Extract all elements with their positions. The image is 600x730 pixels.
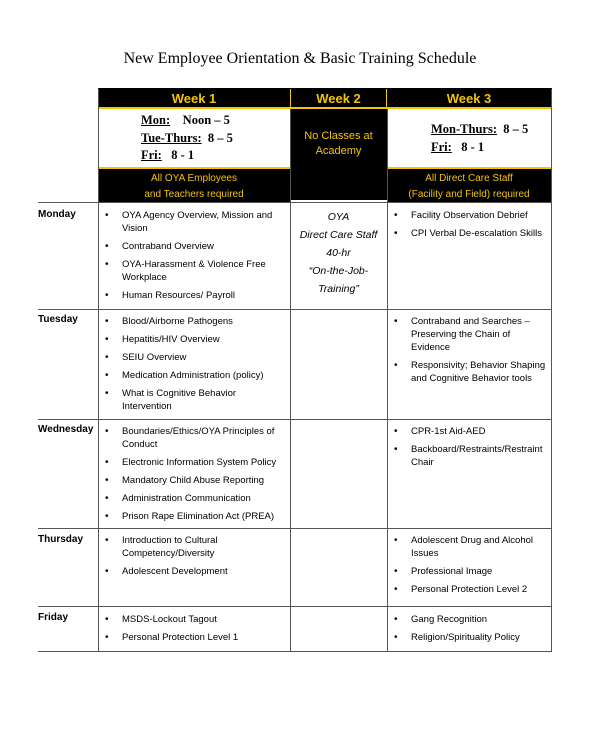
- day-monday: Monday: [38, 209, 76, 220]
- tuesday-week3-list: [389, 315, 549, 390]
- grid-line: [387, 109, 388, 651]
- week2-header: Week 2: [290, 88, 387, 109]
- grid-line: [98, 88, 552, 89]
- day-wednesday: Wednesday: [38, 424, 94, 435]
- list-item: • Human Resources/ Payroll: [100, 289, 280, 302]
- list-item: • Responsivity; Behavior Shaping and Cognitive Behavior tools: [389, 359, 549, 385]
- week1-header: Week 1: [98, 88, 290, 109]
- list-item: • Electronic Information System Policy: [100, 456, 280, 469]
- week1-time-value: 8 - 1: [171, 148, 195, 162]
- list-item: • Personal Protection Level 2: [389, 583, 549, 596]
- wednesday-week3-list: [389, 425, 549, 474]
- week1-time-label: Tue-Thurs:: [141, 130, 202, 145]
- week1-times: [141, 109, 233, 167]
- grid-line: [38, 202, 552, 203]
- grid-line: [38, 606, 552, 607]
- week1-time-label: Mon:: [141, 113, 171, 127]
- list-item: • Adolescent Drug and Alcohol Issues: [389, 534, 549, 560]
- list-item: • CPR-1st Aid-AED: [389, 425, 549, 438]
- tuesday-week1-list: [100, 315, 280, 418]
- thursday-week3-list: [389, 534, 549, 601]
- list-item: • Medication Administration (policy): [100, 369, 280, 382]
- week3-required-line: All Direct Care Staff: [425, 173, 513, 184]
- grid-line: [38, 528, 552, 529]
- oya-line: “On-the-Job-: [308, 265, 369, 277]
- page-title: New Employee Orientation & Basic Training Schedule: [123, 50, 477, 67]
- list-item: • Personal Protection Level 1: [100, 631, 280, 644]
- week3-time-label: Mon-Thurs:: [431, 122, 497, 136]
- week3-times: [431, 109, 528, 167]
- week3-required: [387, 167, 551, 202]
- week1-time-label: Fri:: [141, 148, 162, 162]
- list-item: • MSDS-Lockout Tagout: [100, 613, 280, 626]
- list-item: • SEIU Overview: [100, 351, 280, 364]
- list-item: • Backboard/Restraints/Restraint Chair: [389, 443, 549, 469]
- oya-line: Training”: [318, 283, 359, 295]
- list-item: • Introduction to Cultural Competency/Diversity: [100, 534, 280, 560]
- friday-week3-list: [389, 613, 549, 649]
- grid-line: [38, 651, 552, 652]
- list-item: • Contraband and Searches – Preserving the Chain of Evidence: [389, 315, 549, 354]
- week1-required-line: All OYA Employees: [151, 173, 237, 184]
- list-item: • Gang Recognition: [389, 613, 549, 626]
- list-item: • Mandatory Child Abuse Reporting: [100, 474, 280, 487]
- list-item: • Facility Observation Debrief: [389, 209, 549, 222]
- oya-line: 40-hr: [326, 247, 351, 259]
- list-item: • Boundaries/Ethics/OYA Principles of Conduct: [100, 425, 280, 451]
- monday-week3-list: [389, 209, 549, 245]
- list-item: • OYA Agency Overview, Mission and Vision: [100, 209, 280, 235]
- grid-line: [38, 419, 552, 420]
- monday-week1-list: [100, 209, 280, 307]
- oya-line: OYA: [327, 211, 350, 223]
- week3-time-value: 8 - 1: [461, 139, 485, 154]
- list-item: • Blood/Airborne Pathogens: [100, 315, 280, 328]
- week2-note: No Classes at Academy: [290, 109, 387, 200]
- grid-line: [98, 88, 99, 651]
- list-item: • Administration Communication: [100, 492, 280, 505]
- week3-required-line: (Facility and Field) required: [408, 189, 530, 200]
- day-friday: Friday: [38, 612, 69, 623]
- week1-time-value: 8 – 5: [207, 130, 233, 145]
- wednesday-week1-list: [100, 425, 280, 528]
- list-item: • Religion/Spirituality Policy: [389, 631, 549, 644]
- friday-week1-list: [100, 613, 280, 649]
- list-item: • Prison Rape Elimination Act (PREA): [100, 510, 280, 523]
- week2-oya-training: [290, 208, 387, 298]
- day-tuesday: Tuesday: [38, 314, 78, 325]
- thursday-week1-list: [100, 534, 280, 583]
- week1-time-value: Noon – 5: [182, 113, 230, 127]
- grid-line: [290, 109, 291, 651]
- week3-time-value: 8 – 5: [503, 122, 529, 136]
- week1-required: [98, 167, 290, 202]
- grid-line: [38, 309, 552, 310]
- list-item: • Contraband Overview: [100, 240, 280, 253]
- list-item: • OYA-Harassment & Violence Free Workplace: [100, 258, 280, 284]
- list-item: • What is Cognitive Behavior Intervention: [100, 387, 280, 413]
- list-item: • Adolescent Development: [100, 565, 280, 578]
- oya-line: Direct Care Staff: [299, 229, 378, 241]
- week3-time-label: Fri:: [431, 139, 452, 154]
- list-item: • Professional Image: [389, 565, 549, 578]
- week3-header: Week 3: [387, 88, 551, 109]
- list-item: • Hepatitis/HIV Overview: [100, 333, 280, 346]
- list-item: • CPI Verbal De-escalation Skills: [389, 227, 549, 240]
- grid-line: [551, 88, 552, 651]
- week1-required-line: and Teachers required: [144, 189, 244, 200]
- day-thursday: Thursday: [38, 534, 84, 545]
